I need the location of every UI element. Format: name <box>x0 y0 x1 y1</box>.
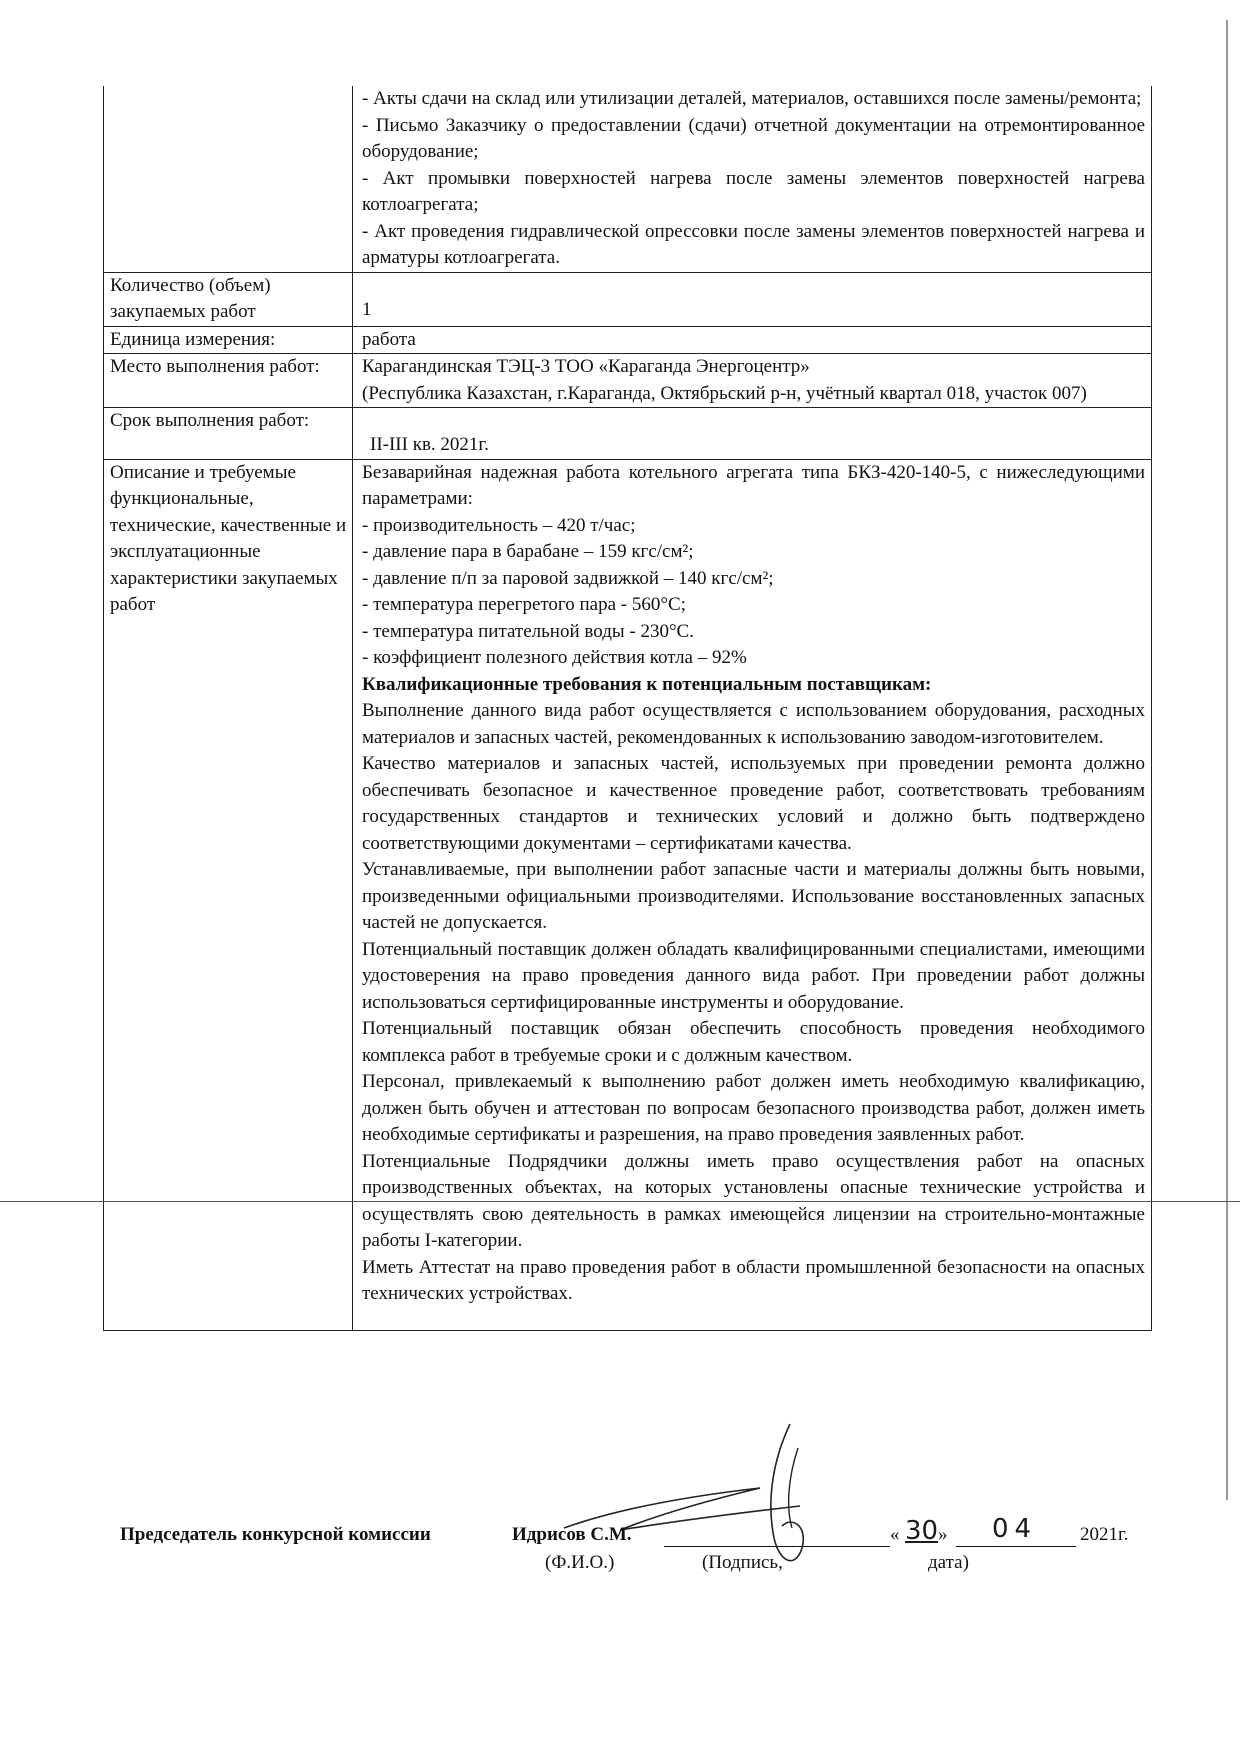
chair-label: Председатель конкурсной комиссии <box>120 1524 431 1545</box>
quantity-label: Количество (объем) закупаемых работ <box>104 272 353 326</box>
date-month: 04 <box>992 1514 1038 1544</box>
signature-line <box>664 1546 890 1547</box>
param-item: - давление пара в барабане – 159 кгс/см²; <box>362 541 694 562</box>
requirement-paragraph: Устанавливаемые, при выполнении работ запасные части и материалы должны быть новыми, произведенными официальными производителями. Использование восстановленных запасных частей не допускается. <box>362 859 1145 933</box>
requirement-paragraph: Потенциальные Подрядчики должны иметь право осуществления работ на опасных производственных объектах, на которых установлены опасные технические устройства и осуществлять свою деятельность в рамках имеющейся лицензии на строительно-монтажные работы I-категории. <box>362 1150 1145 1251</box>
specification-table <box>103 86 1152 1331</box>
chair-name: Идрисов С.М. <box>512 1524 632 1545</box>
sign-caption: (Подпись, <box>702 1552 783 1573</box>
unit-value: работа <box>353 326 1152 354</box>
table-row-quantity <box>104 272 1152 326</box>
place-value-line1: Карагандинская ТЭЦ-3 ТОО «Караганда Энергоцентр» <box>362 356 810 377</box>
requirement-paragraph: Качество материалов и запасных частей, используемых при проведении ремонта должно обеспечивать безопасное и качественное проведение работ, соответствовать требованиям государственных стандартов и технических условий и должно быть подтверждено соответствующими документами – сертификатами качества. <box>362 753 1145 854</box>
document-item: - Акт промывки поверхностей нагрева после замены элементов поверхностей нагрева котлоагрегата; <box>362 167 1145 215</box>
document-item: - Письмо Заказчику о предоставлении (сдачи) отчетной документации на отремонтированное оборудование; <box>362 114 1145 162</box>
quantity-value: 1 <box>362 298 372 320</box>
place-value-cell <box>353 354 1152 408</box>
place-value-line2: (Республика Казахстан, г.Караганда, Октябрьский р-н, учётный квартал 018, участок 007) <box>362 382 1087 404</box>
date-year: 2021г. <box>1080 1524 1129 1545</box>
requirement-paragraph: Выполнение данного вида работ осуществляется с использованием оборудования, расходных материалов и запасных частей, рекомендованных к использованию заводом-изготовителем. <box>362 700 1145 748</box>
table-row-place <box>104 354 1152 408</box>
date-day: 30 <box>905 1516 939 1546</box>
documents-label-cell <box>104 86 353 272</box>
month-line <box>956 1546 1076 1547</box>
param-item: - давление п/п за паровой задвижкой – 140 кгс/см²; <box>362 567 774 589</box>
unit-label: Единица измерения: <box>104 326 353 354</box>
documents-value-cell <box>353 86 1152 272</box>
requirement-paragraph: Потенциальный поставщик обязан обеспечить способность проведения необходимого комплекса работ в требуемые сроки и с должным качеством. <box>362 1018 1145 1066</box>
requirement-paragraph: Иметь Аттестат на право проведения работ в области промышленной безопасности на опасных технических устройствах. <box>362 1256 1145 1304</box>
table-row-deadline <box>104 408 1152 460</box>
param-item: - температура перегретого пара - 560°С; <box>362 594 686 615</box>
description-value-cell <box>353 459 1152 1330</box>
scan-edge-line <box>1226 20 1228 1500</box>
param-item: - температура питательной воды - 230°С. <box>362 620 694 642</box>
quantity-value-cell <box>353 272 1152 326</box>
place-label: Место выполнения работ: <box>104 354 353 408</box>
deadline-value-cell <box>353 408 1152 460</box>
document-item: - Акт проведения гидравлической опрессовки после замены элементов поверхностей нагрева и арматуры котлоагрегата. <box>362 220 1145 268</box>
qualification-heading: Квалификационные требования к потенциальным поставщикам: <box>362 673 932 695</box>
date-quote-open: « <box>890 1524 900 1545</box>
fio-caption: (Ф.И.О.) <box>545 1552 615 1573</box>
description-label: Описание и требуемые функциональные, технические, качественные и эксплуатационные характеристики закупаемых работ <box>104 459 353 1330</box>
description-intro: Безаварийная надежная работа котельного агрегата типа БКЗ-420-140-5, с нижеследующими параметрами: <box>362 461 1145 509</box>
signature-block <box>120 1514 1150 1584</box>
table-row-description <box>104 459 1152 1330</box>
requirement-paragraph: Персонал, привлекаемый к выполнению работ должен иметь необходимую квалификацию, должен быть обучен и аттестован по вопросам безопасного производства работ, должен иметь необходимые сертификаты и разрешения, на право проведения заявленных работ. <box>362 1071 1145 1145</box>
table-row-documents <box>104 86 1152 272</box>
date-caption: дата) <box>928 1552 969 1573</box>
param-item: - производительность – 420 т/час; <box>362 514 636 536</box>
scan-fold-line <box>0 1201 1240 1202</box>
document-item: - Акты сдачи на склад или утилизации деталей, материалов, оставшихся после замены/ремонта; <box>362 88 1142 109</box>
requirement-paragraph: Потенциальный поставщик должен обладать квалифицированными специалистами, имеющими удостоверения на право проведения данного вида работ. При проведении работ должны использоваться сертифицированные инструменты и оборудование. <box>362 938 1145 1013</box>
param-item: - коэффициент полезного действия котла – 92% <box>362 647 747 668</box>
deadline-label: Срок выполнения работ: <box>104 408 353 460</box>
deadline-value: II-III кв. 2021г. <box>370 434 489 455</box>
table-row-unit <box>104 326 1152 354</box>
date-quote-close: » <box>938 1524 948 1545</box>
